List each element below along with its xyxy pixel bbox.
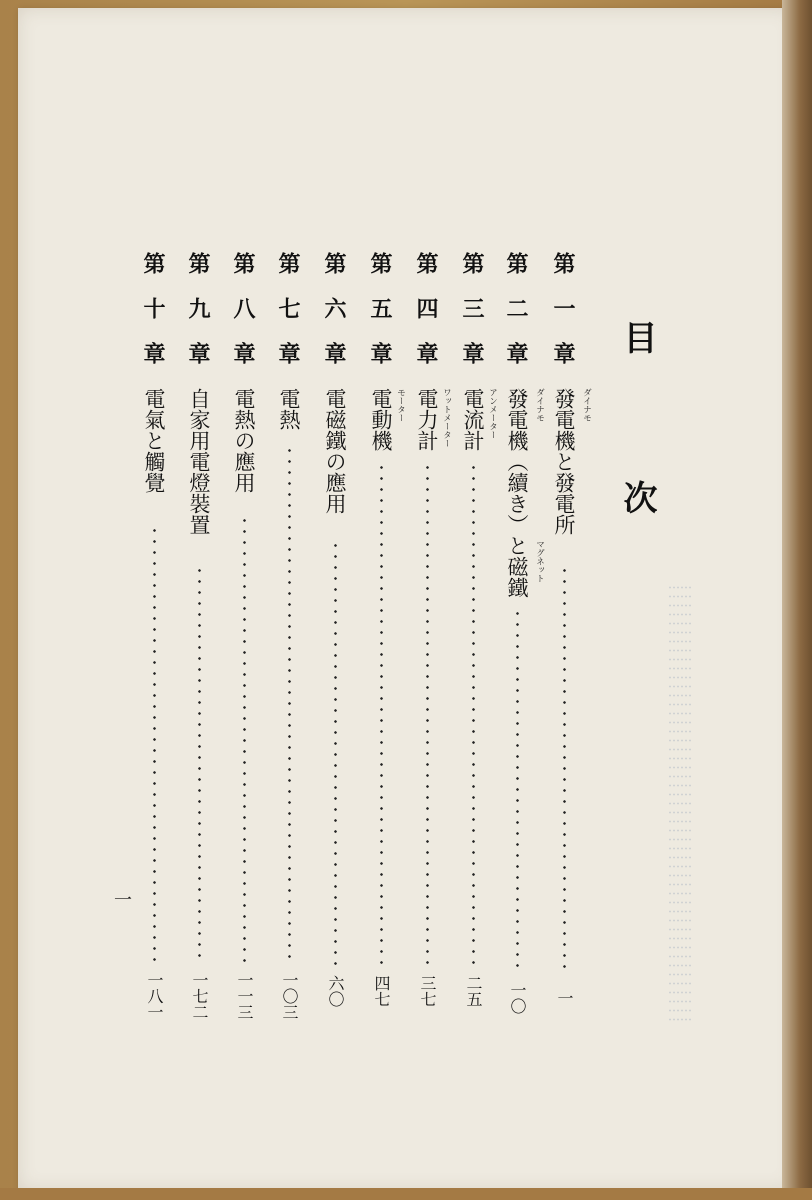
page-number: 一〇 [508,982,527,1014]
dot-leader [563,565,566,975]
chapter-label: 第四章 [413,252,439,387]
chapter-label: 第十章 [140,252,166,387]
page-number: 一七二 [190,972,209,1020]
folio-page-number: 一 [111,890,132,908]
chapter-label: 第二章 [503,252,529,387]
ruby-annotation: モーター [395,388,406,422]
chapter-title: 電流計 [461,388,485,451]
dot-leader [472,462,475,967]
page-number: 三七 [418,975,437,1007]
page-number: 四七 [372,975,391,1007]
dot-leader [380,462,383,967]
chapter-label: 第七章 [275,252,301,387]
dot-leader [516,608,519,975]
chapter-label: 第九章 [185,252,211,387]
dot-leader [426,462,429,967]
faint-stamp-mark [668,583,692,1023]
chapter-label: 第五章 [367,252,393,387]
page-bottom-edge [0,1188,812,1200]
chapter-title: 電氣と觸覺 [142,388,166,493]
page-number: 一八一 [145,972,164,1020]
chapter-label: 第八章 [230,252,256,387]
chapter-label: 第六章 [321,252,347,387]
page-number: 二五 [464,975,483,1007]
chapter-label: 第三章 [459,252,485,387]
ruby-annotation: ダイナモ [534,388,545,422]
chapter-title: 電熱の應用 [232,388,256,493]
ruby-annotation: ワットメーター [441,388,452,448]
dot-leader [288,445,291,965]
chapter-label: 第一章 [550,252,576,387]
page-number: 六〇 [326,975,345,1007]
dot-leader [153,525,156,965]
chapter-title: 電磁鐵の應用 [323,388,347,514]
chapter-title: 電熱 [277,388,301,430]
page-number: 一一三 [235,972,254,1020]
toc-heading: 目 次 [617,320,657,560]
chapter-title: 電力計 [415,388,439,451]
ruby-annotation: ダイナモ [581,388,592,422]
dot-leader [198,565,201,965]
chapter-title: 發電機（續き）と磁鐵 [505,388,529,598]
chapter-title: 電動機 [369,388,393,451]
page-number: 一 [555,990,574,1006]
page-edge [782,0,812,1200]
chapter-title: 自家用電燈裝置 [187,388,211,535]
chapter-title: 發電機と發電所 [552,388,576,535]
ruby-annotation: マグネット [534,540,545,583]
dot-leader [243,515,246,965]
dot-leader [334,540,337,967]
ruby-annotation: アンメーター [487,388,498,439]
book-page [18,8,794,1190]
page-number: 一〇三 [280,972,299,1020]
